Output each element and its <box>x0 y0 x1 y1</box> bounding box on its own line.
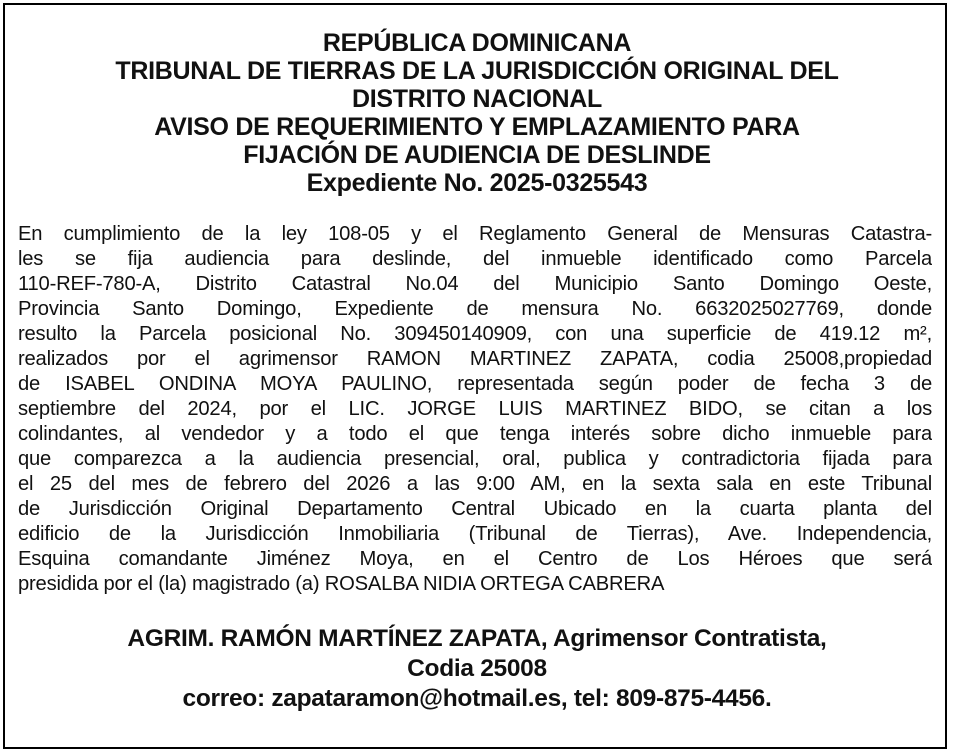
body-line: presidida por el (la) magistrado (a) ROSALBA NIDIA ORTEGA CABRERA <box>18 573 665 595</box>
body-line: realizados por el agrimensor RAMON MARTINEZ ZAPATA, codia 25008,propiedad <box>18 348 932 370</box>
body-line: resulto la Parcela posicional No. 309450140909, con una superficie de 419.12 m², <box>18 323 932 345</box>
header-notice-subtitle: FIJACIÓN DE AUDIENCIA DE DESLINDE <box>243 141 711 169</box>
header-country: REPÚBLICA DOMINICANA <box>322 29 632 57</box>
body-line: Esquina comandante Jiménez Moya, en el Centro de Los Héroes que será <box>18 548 932 570</box>
notice-body <box>18 222 932 597</box>
body-line: Provincia Santo Domingo, Expediente de mensura No. 6632025027769, donde <box>18 298 932 320</box>
header-notice-title: AVISO DE REQUERIMIENTO Y EMPLAZAMIENTO PARA <box>154 113 800 141</box>
signature-codia: Codia 25008 <box>407 655 547 682</box>
body-line: 110-REF-780-A, Distrito Catastral No.04 del Municipio Santo Domingo Oeste, <box>18 273 932 295</box>
header-case-number: Expediente No. 2025-0325543 <box>306 169 648 197</box>
body-line: de ISABEL ONDINA MOYA PAULINO, representada según poder de fecha 3 de <box>18 373 932 395</box>
body-line: el 25 del mes de febrero del 2026 a las 9:00 AM, en la sexta sala en este Tribunal <box>18 473 932 495</box>
body-line: septiembre del 2024, por el LIC. JORGE LUIS MARTINEZ BIDO, se citan a los <box>18 398 932 420</box>
body-line: colindantes, al vendedor y a todo el que tenga interés sobre dicho inmueble para <box>18 423 932 445</box>
body-line: les se fija audiencia para deslinde, del inmueble identificado como Parcela <box>18 248 932 270</box>
signature-name: AGRIM. RAMÓN MARTÍNEZ ZAPATA, Agrimensor Contratista, <box>127 625 827 652</box>
notice-header <box>12 29 942 197</box>
body-line: de Jurisdicción Original Departamento Central Ubicado en la cuarta planta del <box>18 498 932 520</box>
body-line: edificio de la Jurisdicción Inmobiliaria (Tribunal de Tierras), Ave. Independencia, <box>18 523 932 545</box>
signature-contact: correo: zapataramon@hotmail.es, tel: 809-875-4456. <box>182 685 772 712</box>
notice-signature <box>12 624 942 714</box>
header-district: DISTRITO NACIONAL <box>352 85 602 113</box>
header-tribunal: TRIBUNAL DE TIERRAS DE LA JURISDICCIÓN ORIGINAL DEL <box>115 57 839 85</box>
body-line: En cumplimiento de la ley 108-05 y el Reglamento General de Mensuras Catastra- <box>18 223 932 245</box>
body-line: que comparezca a la audiencia presencial, oral, publica y contradictoria fijada para <box>18 448 932 470</box>
